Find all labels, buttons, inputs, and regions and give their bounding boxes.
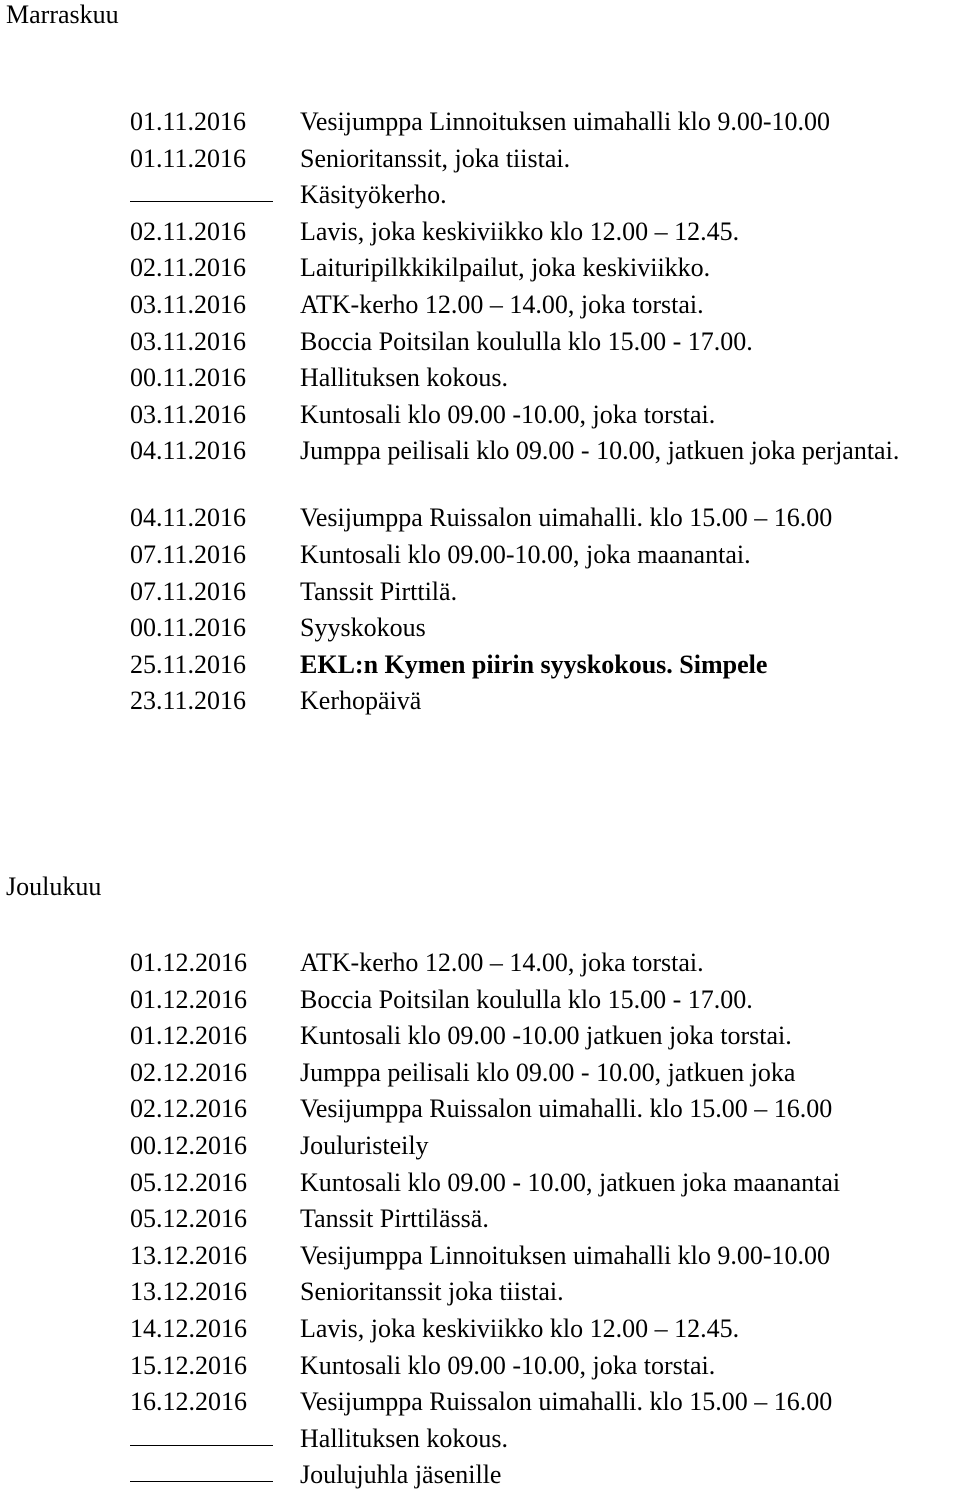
event-date: 02.12.2016 [130, 1094, 247, 1124]
event-text: Kuntosali klo 09.00-10.00, joka maanantai. [300, 539, 751, 569]
event-date: 14.12.2016 [130, 1313, 247, 1343]
event-text: Laituripilkkikilpailut, joka keskiviikko. [300, 253, 711, 283]
event-date: 01.12.2016 [130, 984, 247, 1014]
event-date: 01.12.2016 [130, 1021, 247, 1051]
event-date: 07.11.2016 [130, 539, 247, 569]
event-row [0, 104, 960, 141]
event-text: Kerhopäivä [300, 686, 422, 716]
event-text: Hallituksen kokous. [300, 363, 508, 393]
events-list-november [0, 104, 960, 720]
event-row [0, 250, 960, 287]
event-row [0, 500, 960, 537]
event-row [0, 1311, 960, 1348]
event-row [0, 574, 960, 611]
event-date: 03.11.2016 [130, 326, 247, 356]
event-text: Boccia Poitsilan koululla klo 15.00 - 17.00. [300, 984, 753, 1014]
event-date: 23.11.2016 [130, 686, 247, 716]
event-date: 01.12.2016 [130, 948, 247, 977]
month-title-november: Marraskuu [6, 0, 119, 29]
event-text: Jouluristeily [300, 1130, 429, 1160]
event-text: Kuntosali klo 09.00 -10.00, joka torstai. [300, 399, 716, 429]
event-text: Tanssit Pirttilässä. [300, 1204, 489, 1234]
event-row [0, 683, 960, 720]
event-text: Lavis, joka keskiviikko klo 12.00 – 12.45. [300, 1313, 740, 1343]
event-text: ATK-kerho 12.00 – 14.00, joka torstai. [300, 948, 704, 977]
event-row [0, 1055, 960, 1092]
event-date: 25.11.2016 [130, 649, 247, 679]
event-text: Käsityökerho. [300, 180, 447, 210]
event-row [0, 214, 960, 251]
event-row [0, 360, 960, 397]
event-text: Hallituksen kokous. [300, 1423, 508, 1453]
event-row [0, 287, 960, 324]
event-row [0, 397, 960, 434]
event-row [0, 647, 960, 684]
event-date: 04.11.2016 [130, 436, 247, 466]
event-date: 02.11.2016 [130, 253, 247, 283]
event-text: Senioritanssit, joka tiistai. [300, 143, 571, 173]
event-text: Vesijumppa Ruissalon uimahalli. klo 15.00 – 16.00 [300, 1387, 833, 1417]
blank-date-line [130, 1445, 273, 1446]
event-text: Syyskokous [300, 613, 426, 643]
event-row [0, 1165, 960, 1202]
event-date: 03.11.2016 [130, 399, 247, 429]
event-text: Vesijumppa Linnoituksen uimahalli klo 9.00-10.00 [300, 1240, 831, 1270]
events-list-december [0, 945, 960, 1494]
event-date: 01.11.2016 [130, 143, 247, 173]
event-text: Boccia Poitsilan koululla klo 15.00 - 17.00. [300, 326, 753, 356]
event-row [0, 1348, 960, 1385]
event-date: 07.11.2016 [130, 576, 247, 606]
event-text: Joulujuhla jäsenille [300, 1460, 502, 1490]
event-row [0, 1201, 960, 1238]
event-row [0, 1091, 960, 1128]
event-text: Kuntosali klo 09.00 - 10.00, jatkuen joka maanantai [300, 1167, 841, 1197]
event-row [0, 1128, 960, 1165]
event-text: Vesijumppa Ruissalon uimahalli. klo 15.00 – 16.00 [300, 1094, 833, 1124]
event-row [0, 433, 960, 500]
event-row [0, 177, 960, 214]
event-text: Lavis, joka keskiviikko klo 12.00 – 12.45. [300, 216, 740, 246]
event-text: Jumppa peilisali klo 09.00 - 10.00, jatkuen joka [300, 1057, 796, 1087]
event-text: EKL:n Kymen piirin syyskokous. Simpele [300, 649, 768, 679]
event-row [0, 610, 960, 647]
event-row [0, 537, 960, 574]
event-row [0, 1421, 960, 1458]
blank-date-line [130, 201, 273, 202]
event-text: Kuntosali klo 09.00 -10.00, joka torstai. [300, 1350, 716, 1380]
event-date: 02.11.2016 [130, 216, 247, 246]
event-text: Vesijumppa Ruissalon uimahalli. klo 15.00 – 16.00 [300, 503, 833, 533]
event-row [0, 1238, 960, 1275]
event-text: Tanssit Pirttilä. [300, 576, 458, 606]
event-date: 13.12.2016 [130, 1277, 247, 1307]
event-date: 04.11.2016 [130, 503, 247, 533]
event-row [0, 141, 960, 178]
event-row [0, 1018, 960, 1055]
event-row [0, 982, 960, 1019]
event-row [0, 324, 960, 361]
event-date: 13.12.2016 [130, 1240, 247, 1270]
event-text: ATK-kerho 12.00 – 14.00, joka torstai. [300, 289, 704, 319]
event-row [0, 945, 960, 982]
event-date: 00.11.2016 [130, 363, 247, 393]
event-text: Kuntosali klo 09.00 -10.00 jatkuen joka torstai. [300, 1021, 792, 1051]
month-title-december: Joulukuu [6, 872, 102, 901]
event-text: Senioritanssit joka tiistai. [300, 1277, 564, 1307]
event-row [0, 1274, 960, 1311]
event-date: 05.12.2016 [130, 1204, 247, 1234]
event-date: 05.12.2016 [130, 1167, 247, 1197]
event-date: 03.11.2016 [130, 289, 247, 319]
event-date: 01.11.2016 [130, 107, 247, 136]
event-date: 16.12.2016 [130, 1387, 247, 1417]
event-row [0, 1384, 960, 1421]
blank-date-line [130, 1481, 273, 1482]
event-date: 00.11.2016 [130, 613, 247, 643]
event-row [0, 1457, 960, 1494]
event-date: 15.12.2016 [130, 1350, 247, 1380]
event-date: 02.12.2016 [130, 1057, 247, 1087]
event-text: Vesijumppa Linnoituksen uimahalli klo 9.00-10.00 [300, 107, 831, 136]
event-date: 00.12.2016 [130, 1130, 247, 1160]
event-text: Jumppa peilisali klo 09.00 - 10.00, jatkuen joka perjantai. [300, 436, 900, 466]
